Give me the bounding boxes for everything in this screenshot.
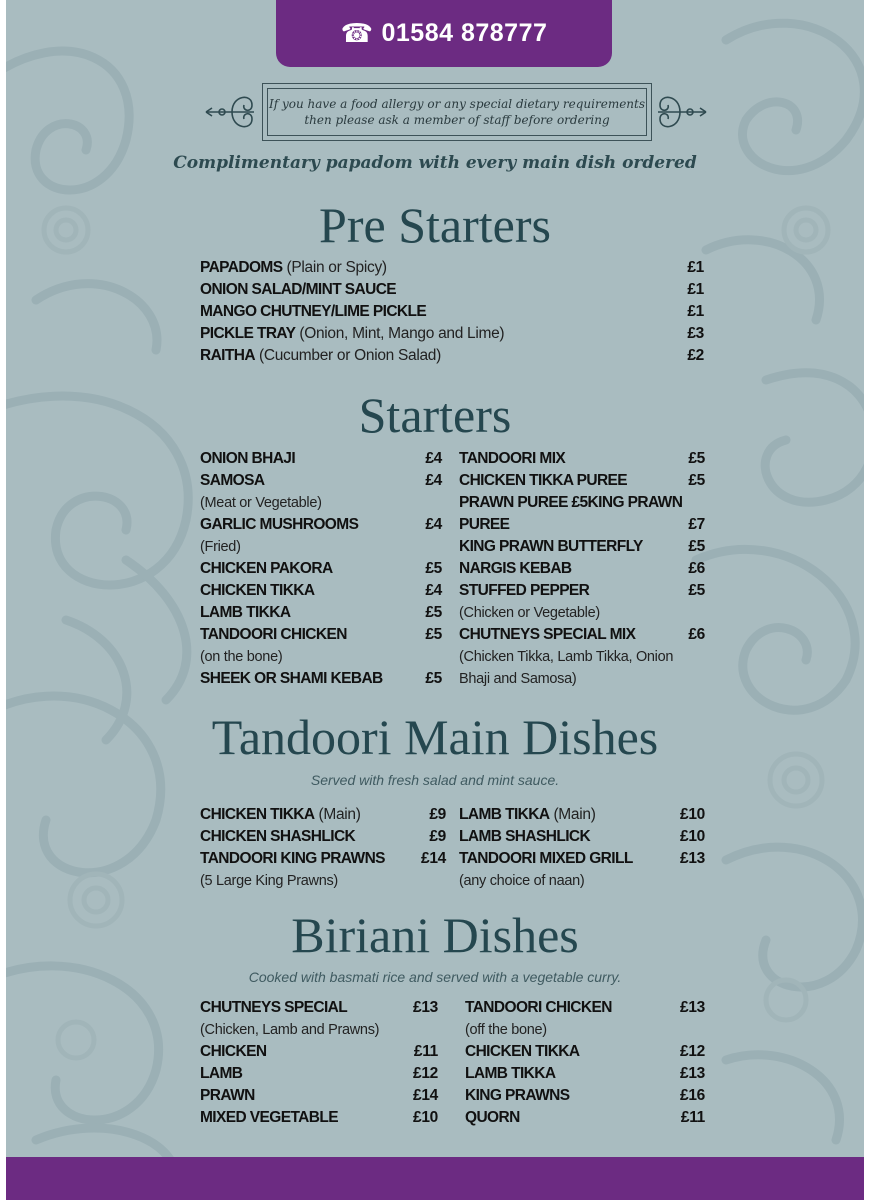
phone-banner[interactable] (276, 0, 612, 67)
footer-bar (6, 1157, 864, 1200)
menu-item: CHICKEN £11 (200, 1043, 438, 1060)
menu-item: PICKLE TRAY (Onion, Mint, Mango and Lime) £3 (200, 325, 704, 342)
tandoori-right-list (459, 804, 705, 892)
phone-number: 01584 878777 (381, 19, 548, 47)
starters-right-list (459, 448, 705, 690)
menu-item: CHUTNEYS SPECIAL £13 (200, 999, 438, 1016)
menu-item: MANGO CHUTNEY/LIME PICKLE £1 (200, 303, 704, 320)
starters-left-list (200, 448, 442, 690)
menu-item-description: (on the bone) (200, 649, 283, 665)
menu-item-description: (Chicken, Lamb and Prawns) (200, 1022, 380, 1038)
menu-page (6, 0, 864, 1200)
menu-item: TANDOORI KING PRAWNS £14 (200, 850, 446, 867)
right-flourish-icon (654, 83, 710, 141)
menu-item: PAPADOMS (Plain or Spicy) £1 (200, 259, 704, 276)
menu-item: CHICKEN TIKKA £12 (465, 1043, 705, 1060)
pre-starters-list (200, 257, 704, 367)
biriani-left-list (200, 997, 438, 1129)
allergy-notice (262, 83, 652, 141)
menu-item: CHUTNEYS SPECIAL MIX £6 (459, 626, 705, 643)
menu-item: LAMB TIKKA (Main) £10 (459, 806, 705, 823)
menu-item: ONION BHAJI £4 (200, 450, 442, 467)
menu-item-description: (Fried) (200, 539, 241, 555)
telephone-icon: ☎ (340, 18, 374, 48)
tandoori-left-list (200, 804, 446, 892)
menu-item: PRAWN PUREE £5KING PRAWN (459, 494, 683, 511)
menu-item: MIXED VEGETABLE £10 (200, 1109, 438, 1126)
menu-item: SHEEK OR SHAMI KEBAB £5 (200, 670, 442, 687)
menu-item-description: (Chicken Tikka, Lamb Tikka, Onion (459, 649, 674, 665)
menu-item-description: (5 Large King Prawns) (200, 873, 338, 889)
left-flourish-icon (202, 83, 258, 141)
menu-item-description: (Chicken or Vegetable) (459, 605, 600, 621)
complimentary-papadom-note: Complimentary papadom with every main dish ordered (173, 153, 697, 173)
menu-item: ONION SALAD/MINT SAUCE £1 (200, 281, 704, 298)
menu-item-description: Bhaji and Samosa) (459, 671, 577, 687)
menu-item: CHICKEN TIKKA £4 (200, 582, 442, 599)
menu-item: LAMB TIKKA £13 (465, 1065, 705, 1082)
tandoori-heading: Tandoori Main Dishes (211, 709, 659, 765)
menu-item: CHICKEN TIKKA (Main) £9 (200, 806, 446, 823)
allergy-line-1: If you have a food allergy or any special dietary requirements (268, 97, 646, 111)
menu-item: KING PRAWN BUTTERFLY £5 (459, 538, 705, 555)
menu-item: SAMOSA £4 (200, 472, 442, 489)
menu-item: TANDOORI MIX £5 (459, 450, 705, 467)
pre-starters-heading: Pre Starters (319, 197, 551, 253)
menu-item: CHICKEN SHASHLICK £9 (200, 828, 446, 845)
menu-item: TANDOORI CHICKEN £5 (200, 626, 442, 643)
starters-heading: Starters (358, 387, 512, 443)
menu-item: CHICKEN PAKORA £5 (200, 560, 442, 577)
biriani-right-list (465, 997, 705, 1129)
menu-item: STUFFED PEPPER £5 (459, 582, 705, 599)
menu-item: LAMB SHASHLICK £10 (459, 828, 705, 845)
menu-item: LAMB TIKKA £5 (200, 604, 442, 621)
menu-item: KING PRAWNS £16 (465, 1087, 705, 1104)
menu-item: PUREE £7 (459, 516, 705, 533)
menu-item: CHICKEN TIKKA PUREE £5 (459, 472, 705, 489)
menu-item: NARGIS KEBAB £6 (459, 560, 705, 577)
biriani-note: Cooked with basmati rice and served with a vegetable curry. (248, 969, 622, 985)
menu-item: QUORN £11 (465, 1109, 705, 1126)
menu-item-description: (any choice of naan) (459, 873, 585, 889)
menu-item-description: (Meat or Vegetable) (200, 495, 322, 511)
tandoori-note: Served with fresh salad and mint sauce. (310, 772, 560, 788)
menu-item: LAMB £12 (200, 1065, 438, 1082)
menu-item: TANDOORI CHICKEN £13 (465, 999, 705, 1016)
biriani-heading: Biriani Dishes (291, 907, 579, 963)
menu-item: TANDOORI MIXED GRILL £13 (459, 850, 705, 867)
menu-item: GARLIC MUSHROOMS £4 (200, 516, 442, 533)
allergy-line-2: then please ask a member of staff before ordering (304, 113, 610, 127)
menu-item-description: (off the bone) (465, 1022, 547, 1038)
menu-item: RAITHA (Cucumber or Onion Salad) £2 (200, 347, 704, 364)
menu-item: PRAWN £14 (200, 1087, 438, 1104)
